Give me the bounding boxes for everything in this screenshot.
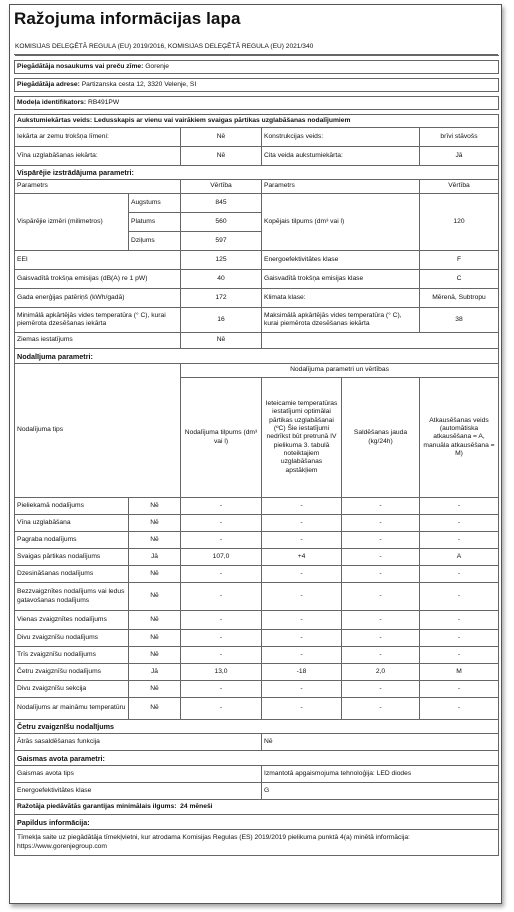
supplier-name-row: [15, 61, 499, 74]
dimension-name: Augstums: [129, 194, 181, 213]
ambient-temp-row: [15, 308, 499, 333]
compartments-section-row: [15, 349, 499, 364]
fast-freeze-value: Nē: [262, 734, 499, 751]
extra-section-title: Papildus informācija:: [15, 815, 499, 830]
device-type-value: Ledusskapis ar vienu vai vairākiem svaigas pārtikas uzglabāšanas nodalījumiem: [93, 116, 351, 124]
supplier-name-label: Piegādātāja nosaukums vai preču zīme:: [17, 62, 144, 70]
compartment-name: Divu zvaigznīšu sekcija: [15, 681, 129, 698]
other-type-label: Cita veida aukstumiekārta:: [262, 147, 420, 166]
compartment-name: Vienas zvaigznītes nodalījums: [15, 611, 129, 630]
warranty-label: Ražotāja piedāvātās garantijas minimālais ilgums:: [17, 802, 177, 810]
general-section-row: [15, 166, 499, 180]
energy-class-label: Energoefektivitātes klase: [262, 251, 420, 270]
four-star-section-title: Četru zvaigznīšu nodalījums: [15, 720, 499, 734]
compartment-volume: -: [181, 532, 262, 549]
noise-emission-value: 40: [181, 270, 262, 289]
compartment-defrost-header: Atkausēšanas veids (automātiska atkausēšana = A, manuāla atkausēšana = M): [420, 378, 499, 498]
compartment-name: Nodalījums ar maināmu temperatūru: [15, 698, 129, 720]
compartment-volume: -: [181, 681, 262, 698]
compartment-volume: -: [181, 630, 262, 647]
compartment-present: Nē: [129, 566, 181, 583]
noise-class-value: C: [420, 270, 499, 289]
compartment-defrost: M: [420, 664, 499, 681]
low-noise-row: [15, 128, 499, 147]
model-identifier-row: [15, 97, 499, 110]
climate-class-value: Mērenā, Subtropu: [420, 289, 499, 308]
light-class-value: G: [262, 783, 499, 800]
compartment-freeze: -: [342, 515, 420, 532]
extra-info-row: [15, 830, 499, 856]
low-noise-value: Nē: [181, 128, 262, 147]
compartment-freeze: -: [342, 549, 420, 566]
compartment-defrost: -: [420, 515, 499, 532]
compartment-volume: -: [181, 515, 262, 532]
compartment-row: [15, 681, 499, 698]
noise-row: [15, 270, 499, 289]
compartment-defrost: -: [420, 698, 499, 720]
compartments-section-title: Nodalījuma parametri:: [15, 349, 499, 364]
dimension-height-row: [15, 194, 499, 213]
noise-emission-label: Gaisvadītā trokšņa emisijas (dB(A) re 1 pW): [15, 270, 181, 289]
light-type-row: [15, 766, 499, 783]
general-section-title: Vispārējie izstrādājuma parametri:: [15, 166, 499, 180]
compartment-present: Nē: [129, 698, 181, 720]
compartment-present: Nē: [129, 611, 181, 630]
compartment-row: [15, 549, 499, 566]
dimension-name: Platums: [129, 213, 181, 232]
supplier-address-row: [15, 79, 499, 92]
compartment-present: Nē: [129, 532, 181, 549]
supplier-name-value: Gorenje: [145, 62, 170, 70]
compartment-name: Svaigas pārtikas nodalījums: [15, 549, 129, 566]
max-ambient-temp-label: Maksimālā apkārtējās vides temperatūra (° C), kurai piemērota dzesēšanas iekārta: [262, 308, 420, 333]
extra-info-text: Tīmekļa saite uz piegādātāja tīmekļvietni, kur atrodama Komisijas Regulas (ES) 2019/2019 pielikuma punktā 4(a) minētā informācija: https://www.gorenjegroup.com: [15, 830, 499, 856]
compartment-present: Jā: [129, 549, 181, 566]
info-table: [14, 54, 498, 856]
compartment-present: Nē: [129, 515, 181, 532]
dimension-value: 845: [181, 194, 262, 213]
compartment-name: Bezzvaigznītes nodalījums vai ledus gatavošanas nodalījums: [15, 583, 129, 611]
param-header-right: Parametrs: [262, 180, 420, 194]
compartment-temp: -: [262, 647, 342, 664]
compartment-volume: -: [181, 498, 262, 515]
compartment-volume: 107,0: [181, 549, 262, 566]
total-volume-value: 120: [420, 194, 499, 251]
compartment-params-header: Nodalījuma parametri un vērtības: [181, 364, 499, 378]
value-header-right: Vērtība: [420, 180, 499, 194]
param-header-left: Parametrs: [15, 180, 181, 194]
compartment-present: Nē: [129, 647, 181, 664]
construction-type-value: brīvi stāvošs: [420, 128, 499, 147]
compartment-temp: -: [262, 681, 342, 698]
compartment-present: Nē: [129, 583, 181, 611]
device-type-row: [15, 115, 499, 128]
wine-storage-row: [15, 147, 499, 166]
compartment-name: Pieliekamā nodalījums: [15, 498, 129, 515]
compartment-temp: +4: [262, 549, 342, 566]
compartment-defrost: -: [420, 583, 499, 611]
regulation-subtitle: KOMISIJAS DELEĢĒTĀ REGULA (EU) 2019/2016, KOMISIJAS DELEĢĒTĀ REGULA (EU) 2021/340: [15, 43, 314, 50]
annual-energy-label: Gada enerģijas patēriņš (kWh/gadā): [15, 289, 181, 308]
compartment-present: Nē: [129, 681, 181, 698]
compartment-temp: -: [262, 566, 342, 583]
compartment-volume: -: [181, 611, 262, 630]
compartment-type-header: Nodalījuma tips: [15, 364, 181, 498]
compartment-present: Nē: [129, 630, 181, 647]
climate-class-label: Klimata klase:: [262, 289, 420, 308]
compartment-volume-header: Nodalījuma tilpums (dm³ vai l): [181, 378, 262, 498]
compartment-defrost: -: [420, 532, 499, 549]
compartment-defrost: -: [420, 630, 499, 647]
compartment-row: [15, 498, 499, 515]
compartment-freeze: -: [342, 630, 420, 647]
eei-label: EEI: [15, 251, 181, 270]
light-type-value: Izmantotā apgaismojuma tehnoloģija: LED diodes: [262, 766, 499, 783]
compartment-row: [15, 647, 499, 664]
compartment-temp: -: [262, 698, 342, 720]
noise-class-label: Gaisvadītā trokšņa emisijas klase: [262, 270, 420, 289]
compartment-temp-header: Ieteicamie temperatūras iestatījumi optimālai pārtikas uzglabāšanai (ºC) Šie iestatījumi nedrīkst būt pretrunā IV pielikuma 3. tabulā noteiktajiem uzglabāšanas apstākļiem: [262, 378, 342, 498]
wine-storage-value: Nē: [181, 147, 262, 166]
dimension-name: Dziļums: [129, 232, 181, 251]
compartment-row: [15, 566, 499, 583]
eei-value: 125: [181, 251, 262, 270]
compartment-name: Pagraba nodalījums: [15, 532, 129, 549]
compartment-name: Divu zvaigznīšu nodalījums: [15, 630, 129, 647]
compartment-freeze: 2,0: [342, 664, 420, 681]
compartment-temp: -18: [262, 664, 342, 681]
compartment-volume: 13,0: [181, 664, 262, 681]
compartment-defrost: -: [420, 566, 499, 583]
min-ambient-temp-label: Minimālā apkārtējās vides temperatūra (° C), kurai piemērota dzesēšanas iekārta: [15, 308, 181, 333]
compartments-group-row: [15, 364, 499, 378]
light-section-row: [15, 751, 499, 766]
compartment-name: Trīs zvaigznīšu nodalījums: [15, 647, 129, 664]
compartment-temp: -: [262, 532, 342, 549]
compartment-row: [15, 698, 499, 720]
compartment-defrost: -: [420, 611, 499, 630]
light-section-title: Gaismas avota parametri:: [15, 751, 499, 766]
compartment-defrost: -: [420, 498, 499, 515]
value-header-left: Vērtība: [181, 180, 262, 194]
model-identifier-value: RB491PW: [87, 98, 120, 106]
compartment-temp: -: [262, 515, 342, 532]
compartment-row: [15, 515, 499, 532]
construction-type-label: Konstrukcijas veids:: [262, 128, 420, 147]
other-type-value: Jā: [420, 147, 499, 166]
compartment-freeze: -: [342, 647, 420, 664]
dimension-value: 560: [181, 213, 262, 232]
compartment-defrost: -: [420, 647, 499, 664]
compartment-volume: -: [181, 583, 262, 611]
winter-setting-label: Ziemas iestatījums: [15, 333, 181, 349]
light-type-label: Gaismas avota tips: [15, 766, 262, 783]
compartment-present: Nē: [129, 498, 181, 515]
compartment-freeze: -: [342, 532, 420, 549]
compartment-name: Vīna uzglabāšana: [15, 515, 129, 532]
compartment-volume: -: [181, 647, 262, 664]
compartment-present: Jā: [129, 664, 181, 681]
max-ambient-temp-value: 38: [420, 308, 499, 333]
annual-energy-value: 172: [181, 289, 262, 308]
wine-storage-label: Vīna uzglabāšanas iekārta:: [15, 147, 181, 166]
compartment-row: [15, 630, 499, 647]
warranty-value: 24 mēneši: [180, 802, 213, 810]
device-type-label: Aukstumiekārtas veids:: [17, 116, 93, 124]
compartment-freeze: -: [342, 611, 420, 630]
fast-freeze-row: [15, 734, 499, 751]
four-star-section-row: [15, 720, 499, 734]
compartment-volume: -: [181, 566, 262, 583]
fast-freeze-label: Ātrās sasaldēšanas funkcija: [15, 734, 262, 751]
dimension-value: 597: [181, 232, 262, 251]
compartment-row: [15, 611, 499, 630]
energy-class-value: F: [420, 251, 499, 270]
energy-consumption-row: [15, 289, 499, 308]
winter-setting-value: Nē: [181, 333, 262, 349]
winter-setting-row: [15, 333, 499, 349]
compartment-temp: -: [262, 583, 342, 611]
min-ambient-temp-value: 16: [181, 308, 262, 333]
page-title: Ražojuma informācijas lapa: [14, 9, 241, 28]
compartment-freeze: -: [342, 698, 420, 720]
product-information-sheet: [9, 4, 502, 904]
light-class-label: Energoefektivitātes klase: [15, 783, 262, 800]
total-volume-label: Kopējais tilpums (dm³ vai l): [262, 194, 420, 251]
compartment-freeze: -: [342, 498, 420, 515]
compartment-row: [15, 532, 499, 549]
compartment-name: Četru zvaigznīšu nodalījums: [15, 664, 129, 681]
compartment-temp: -: [262, 498, 342, 515]
compartment-freeze: -: [342, 566, 420, 583]
compartment-row: [15, 664, 499, 681]
compartment-rows: [15, 498, 499, 720]
compartment-name: Dzesināšanas nodalījums: [15, 566, 129, 583]
compartment-row: [15, 583, 499, 611]
compartment-defrost: A: [420, 549, 499, 566]
light-class-row: [15, 783, 499, 800]
eei-row: [15, 251, 499, 270]
compartment-volume: -: [181, 698, 262, 720]
supplier-address-label: Piegādātāja adrese:: [17, 80, 80, 88]
general-header-row: [15, 180, 499, 194]
compartment-temp: -: [262, 611, 342, 630]
compartment-defrost: -: [420, 681, 499, 698]
compartment-freeze: -: [342, 681, 420, 698]
warranty-row: [15, 800, 499, 815]
compartment-freeze-header: Saldēšanas jauda (kg/24h): [342, 378, 420, 498]
compartment-freeze: -: [342, 583, 420, 611]
compartment-temp: -: [262, 630, 342, 647]
dimensions-label: Vispārējie izmēri (milimetros): [15, 194, 129, 251]
model-identifier-label: Modeļa identifikators:: [17, 98, 87, 106]
extra-section-row: [15, 815, 499, 830]
low-noise-label: Iekārta ar zemu trokšņa līmeni:: [15, 128, 181, 147]
supplier-address-value: Partizanska cesta 12, 3320 Velenje, SI: [81, 80, 197, 88]
